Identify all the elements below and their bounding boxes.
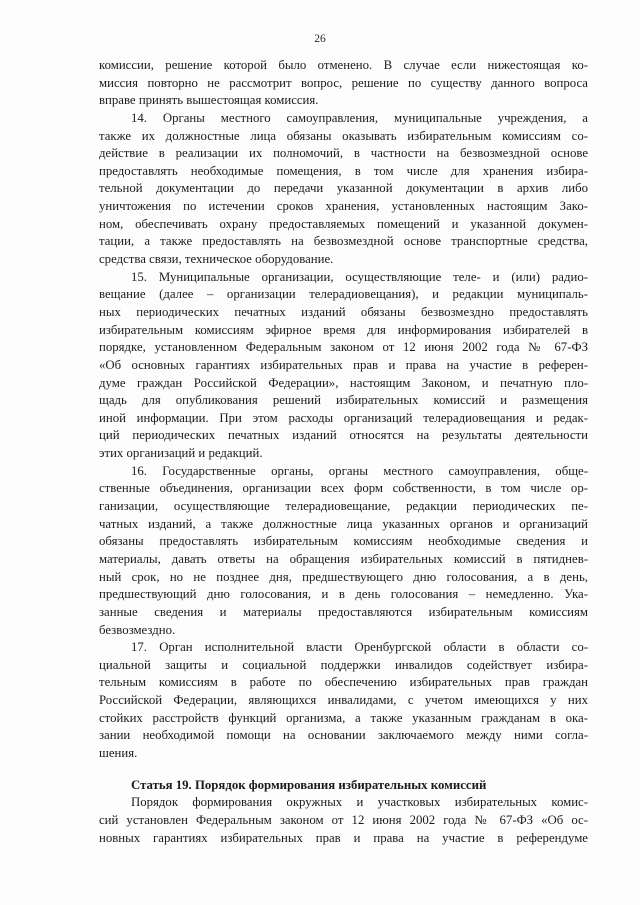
- text-line: ный срок, но не позднее дня, предшествующего дню голосования, а в день,: [99, 569, 588, 584]
- paragraph: [99, 110, 588, 269]
- text-line: материалы, давать ответы на обращения избирательных комиссий в пятиднев-: [99, 551, 588, 566]
- text-line: комиссии, решение которой было отменено. В случае если нижестоящая ко-: [99, 58, 588, 72]
- paragraph: [99, 794, 588, 847]
- text-line: этих организаций и редакций.: [99, 446, 263, 461]
- text-line: щадь для опубликования решений избирательных комиссий и размещения: [99, 393, 588, 408]
- text-line: уничтожения по истечении сроков хранения, установленных настоящим Зако-: [99, 199, 588, 214]
- text-line: 17. Орган исполнительной власти Оренбургской области в области со-: [131, 640, 588, 655]
- text-line: предоставлять необходимые помещения, в том числе для хранения избира-: [99, 163, 588, 178]
- text-line: тельным комиссиям в работе по обеспечению избирательных прав граждан: [99, 675, 588, 690]
- text-line: ганизации, осуществляющие телерадиовещание, редакции периодических пе-: [99, 499, 588, 514]
- text-line: Порядок формирования окружных и участковых избирательных комис-: [131, 795, 588, 810]
- text-line: циальной защиты и социальной поддержки инвалидов содействует избира-: [99, 657, 588, 672]
- paragraph: [99, 269, 588, 463]
- text-line: зании необходимой помощи на основании заключаемого между ними согла-: [99, 728, 588, 743]
- text-line: тации, а также предоставлять на безвозмездной основе транспортные средства,: [99, 234, 588, 249]
- text-line: миссия повторно не рассмотрит вопрос, решение по существу данного вопроса: [99, 75, 588, 90]
- page-number: 26: [314, 33, 326, 45]
- text-line: «Об основных гарантиях избирательных прав и права на участие в референ-: [99, 357, 588, 372]
- paragraph: [99, 639, 588, 762]
- text-line: ном, обеспечивать охрану предоставляемых помещений и указанной докумен-: [99, 216, 588, 231]
- text-line: Российской Федерации, являющихся инвалидами, с учетом имеющихся у них: [99, 693, 588, 708]
- text-line: новных гарантиях избирательных прав и права на участие в референдуме: [99, 830, 588, 845]
- text-line: действие в реализации их полномочий, в частности на безвозмездной основе: [99, 146, 588, 161]
- text-line: безвозмездно.: [99, 622, 176, 637]
- text-line: думе граждан Российской Федерации», настоящим Законом, и печатную пло-: [99, 375, 588, 390]
- text-line: 14. Органы местного самоуправления, муниципальные учреждения, а: [131, 110, 588, 125]
- text-line: иной информации. При этом расходы организаций телерадиовещания и редак-: [99, 410, 588, 425]
- text-line: сий установлен Федеральным законом от 12 июня 2002 года № 67-ФЗ «Об ос-: [99, 812, 588, 827]
- text-line: шения.: [99, 745, 138, 760]
- text-line: 16. Государственные органы, органы местного самоуправления, обще-: [131, 463, 588, 478]
- text-line: также их должностные лица обязаны оказывать избирательным комиссиям со-: [99, 128, 588, 143]
- text-line: ственные объединения, организации всех форм собственности, в том числе ор-: [99, 481, 588, 496]
- text-line: ций периодических печатных изданий относятся на результаты деятельности: [99, 428, 588, 443]
- section-gap: [99, 763, 588, 777]
- text-line: чатных изданий, а также должностные лица указанных органов и организаций: [99, 516, 588, 531]
- text-line: ных периодических печатных изданий обязаны безвозмездно предоставлять: [99, 304, 588, 319]
- article-heading: Статья 19. Порядок формирования избирательных комиссий: [131, 777, 487, 792]
- text-line: занные сведения и материалы предоставляются избирательным комиссиям: [99, 604, 588, 619]
- text-line: стойких расстройств функций организма, а также указанным гражданам в ока-: [99, 710, 588, 725]
- paragraph: [99, 463, 588, 639]
- paragraph: [99, 57, 588, 110]
- text-line: обязаны предоставлять избирательным комиссиям необходимые сведения и: [99, 534, 588, 549]
- text-line: предшествующий дню голосования, и в день голосования – немедленно. Ука-: [99, 587, 588, 602]
- text-line: 15. Муниципальные организации, осуществляющие теле- и (или) радио-: [131, 269, 588, 284]
- text-line: вправе принять вышестоящая комиссия.: [99, 93, 319, 108]
- document-body: [99, 57, 588, 847]
- text-line: средства связи, техническое оборудование.: [99, 252, 334, 267]
- text-line: тельной документации до передачи указанной документации в архив либо: [99, 181, 588, 196]
- text-line: избирательным комиссиям эфирное время для информирования избирателей в: [99, 322, 588, 337]
- text-line: вещание (далее – организации телерадиовещания), и редакции муниципаль-: [99, 287, 588, 302]
- text-line: порядке, установленном Федеральным законом от 12 июня 2002 года № 67-ФЗ: [99, 340, 588, 355]
